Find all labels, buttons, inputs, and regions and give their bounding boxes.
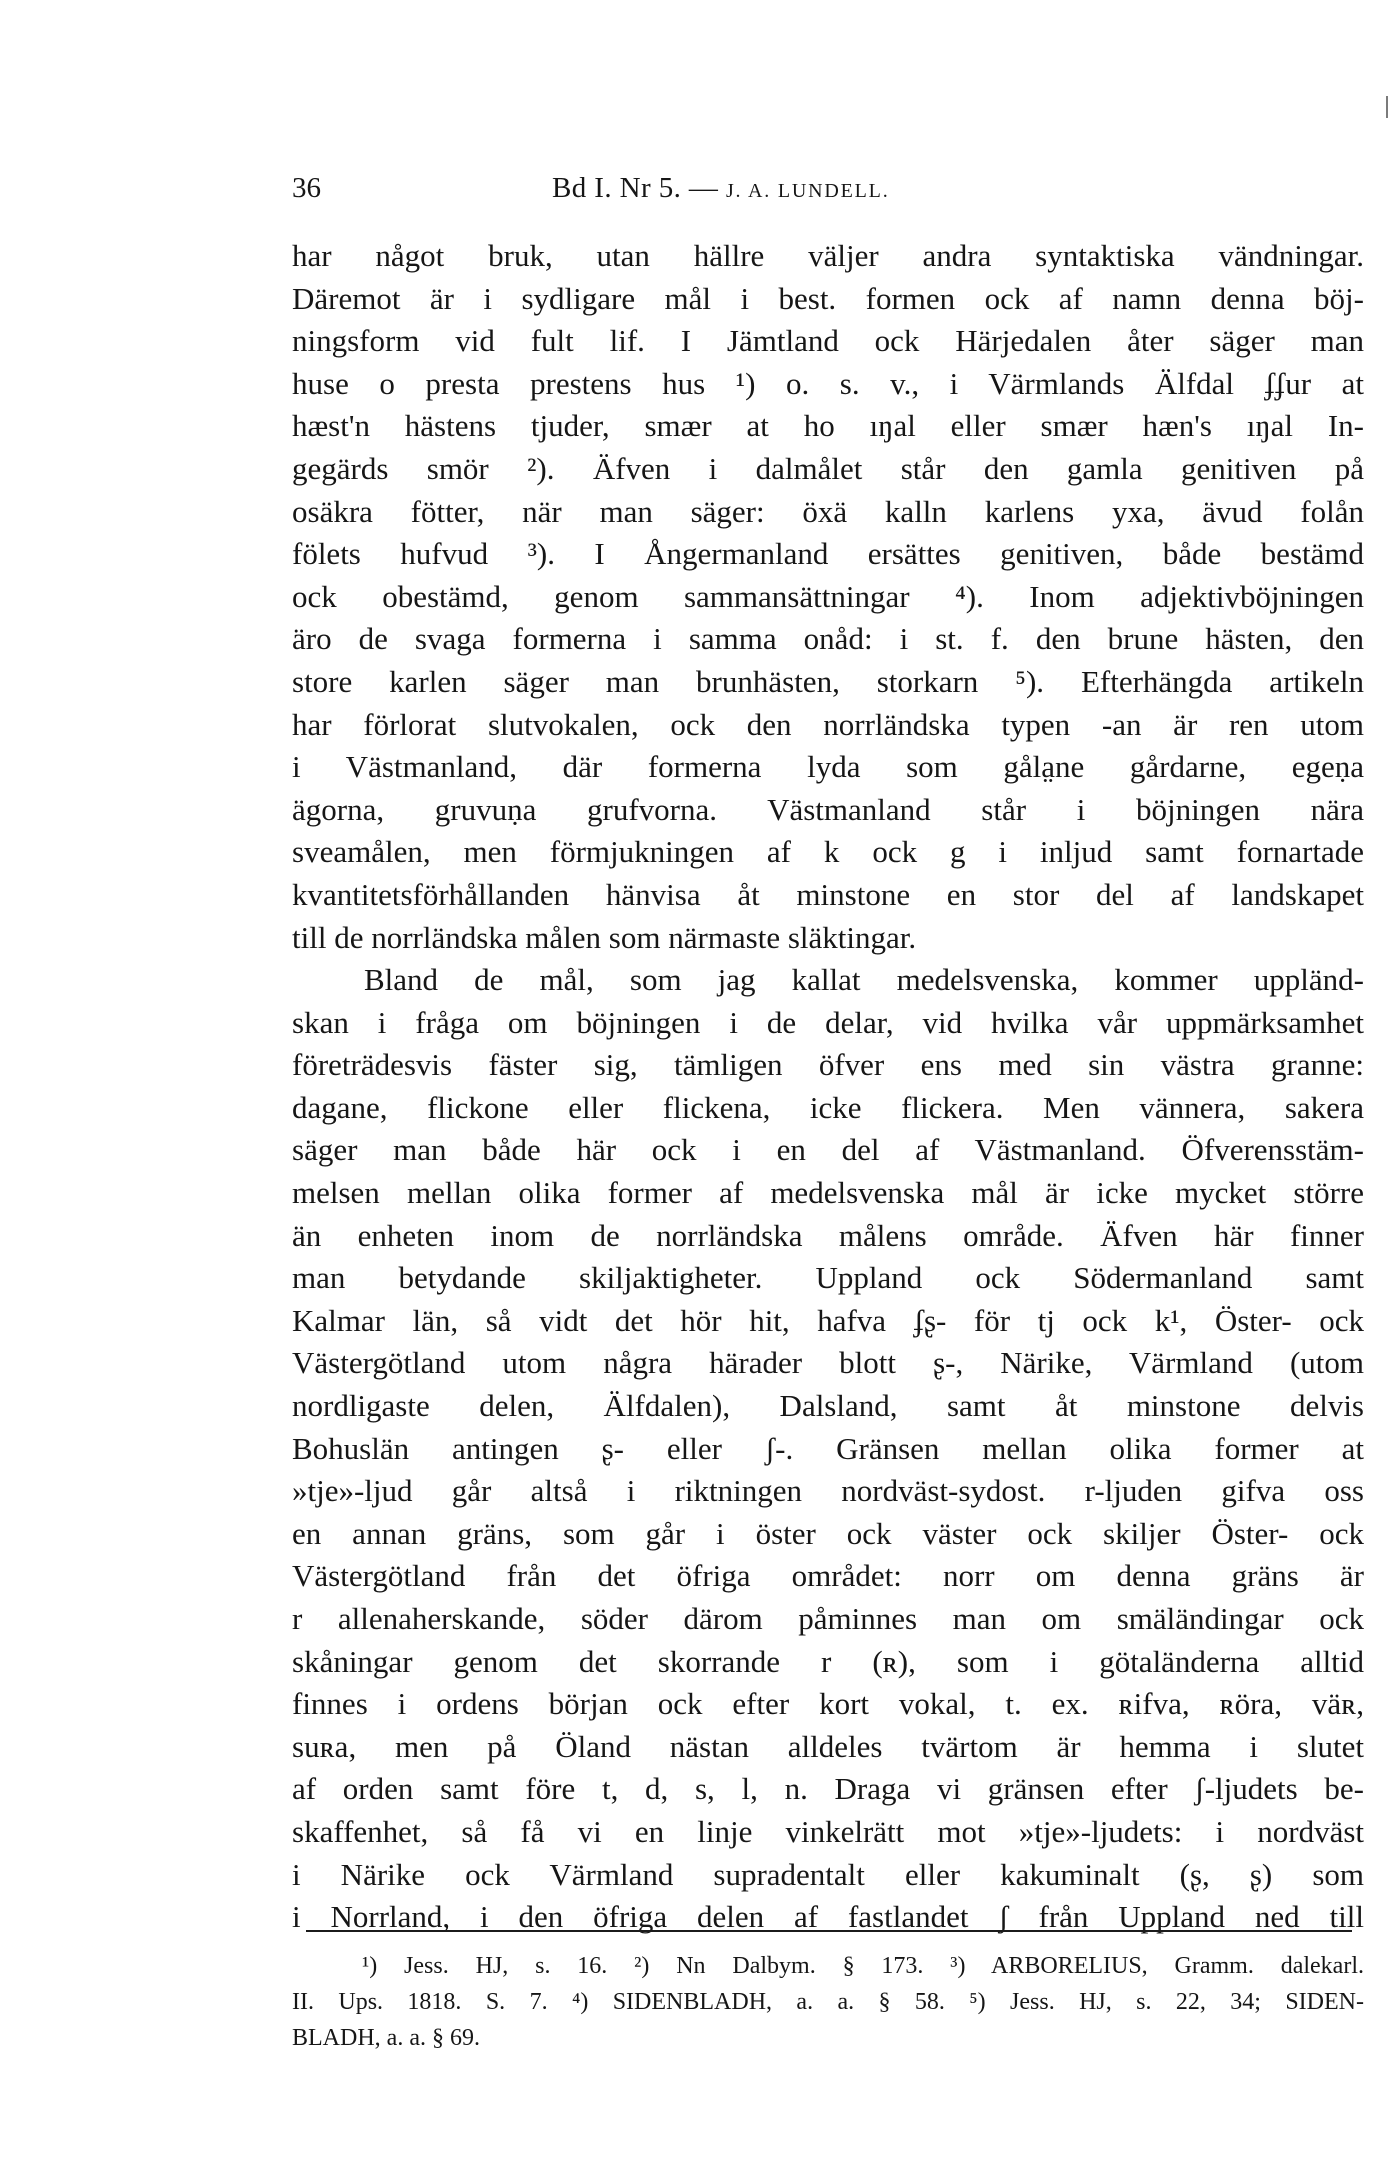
text-line: man betydande skiljaktigheter. Uppland ock Södermanland samt [292,1260,1364,1296]
text-line: har något bruk, utan hällre väljer andra syntaktiska vändningar. [292,238,1364,273]
text-line: store karlen säger man brunhästen, storkarn ⁵). Efterhängda artikeln [292,663,1364,699]
footnote-rule [306,1930,1352,1932]
footnote-line: ¹) Jess. HJ, s. 16. ²) Nn Dalbym. § 173. ³) ARBORELIUS, Gramm. dalekarl. [362,1953,1364,1979]
text-line: säger man både här ock i en del af Västmanland. Öfverensstäm- [292,1132,1364,1168]
page-header [292,168,1364,208]
text-line: Västergötland från det öfriga området: norr om denna gräns är [292,1558,1364,1594]
text-line: af orden samt före t, d, s, l, n. Draga vi gränsen efter ʃ-ljudets be- [292,1771,1364,1807]
footnote-line: BLADH, a. a. § 69. [292,2025,480,2051]
text-line: fölets hufvud ³). I Ångermanland ersättes genitiven, både bestämd [292,536,1364,572]
text-line: »tje»-ljud går altså i riktningen nordväst-sydost. r-ljuden gifva oss [292,1473,1364,1509]
text-line: ock obestämd, genom sammansättningar ⁴). Inom adjektivböjningen [292,578,1364,614]
text-line: än enheten inom de norrländska målens område. Äfven här finner [292,1217,1364,1253]
text-line: i Västmanland, där formerna lyda som gåla̤ne gårdarne, egeṇa [292,749,1364,785]
text-line: skaffenhet, så få vi en linje vinkelrätt mot »tje»-ljudets: i nordväst [292,1813,1364,1849]
text-line: hæst'n hästens tjuder, smær at ho ıŋal eller smær hæn's ıŋal In- [292,408,1364,444]
text-line: huse o presta prestens hus ¹) o. s. v., i Värmlands Älfdal ʄʄur at [292,365,1364,401]
body-text [292,235,1364,1939]
text-line: osäkra fötter, när man säger: öxä kalln karlens yxa, ävud folån [292,493,1364,529]
text-line: skan i fråga om böjningen i de delar, vid hvilka vår uppmärksamhet [292,1004,1364,1040]
text-line: ningsform vid fult lif. I Jämtland ock Härjedalen åter säger man [292,323,1364,359]
text-line: suʀa, men på Öland nästan alldeles tvärtom är hemma i slutet [292,1728,1364,1764]
text-line: r allenaherskande, söder därom påminnes man om smäländingar ock [292,1601,1364,1636]
text-line: gegärds smör ²). Äfven i dalmålet står den gamla genitiven på [292,450,1364,486]
text-line: Bohuslän antingen ʂ- eller ʃ-. Gränsen mellan olika former at [292,1430,1364,1466]
paragraph-start-line: Bland de mål, som jag kallat medelsvenska, kommer uppländ- [364,962,1364,998]
text-line: Kalmar län, så vidt det hör hit, hafva ʄʂ- för tj ock k¹, Öster- ock [292,1302,1364,1338]
text-line: skåningar genom det skorrande r (ʀ), som i götaländerna alltid [292,1643,1364,1679]
text-line: äro de svaga formerna i samma onåd: i st. f. den brune hästen, den [292,621,1364,657]
text-line: kvantitetsförhållanden hänvisa åt minstone en stor del af landskapet [292,876,1364,912]
text-line: nordligaste delen, Älfdalen), Dalsland, samt åt minstone delvis [292,1388,1364,1424]
paragraph-end-line: till de norrländska målen som närmaste släktingar. [292,919,917,955]
text-line: ägorna, gruvuṇa grufvorna. Västmanland står i böjningen nära [292,791,1364,827]
text-line: sveamålen, men förmjukningen af k ock g i inljud samt fornartade [292,834,1364,870]
text-line: Västergötland utom några härader blott ʂ-, Närike, Värmland (utom [292,1345,1364,1381]
text-line: dagane, flickone eller flickena, icke flickera. Men vännera, sakera [292,1089,1364,1125]
volume-issue: Bd I. Nr 5. — [552,172,719,204]
text-line: företrädesvis fäster sig, tämligen öfver ens med sin västra granne: [292,1047,1364,1083]
footnotes [292,1948,1364,2056]
page-number: 36 [292,172,321,204]
running-author: J. A. LUNDELL. [725,180,890,202]
footnote-line: II. Ups. 1818. S. 7. ⁴) SIDENBLADH, a. a. § 58. ⁵) Jess. HJ, s. 22, 34; SIDEN- [292,1989,1364,2015]
text-line: en annan gräns, som går i öster ock väster ock skiljer Öster- ock [292,1515,1364,1551]
text-line: finnes i ordens början ock efter kort vokal, t. ex. ʀifva, ʀöra, väʀ, [292,1686,1364,1722]
text-line: i Närike ock Värmland supradentalt eller kakuminalt (ʂ, ʂ) som [292,1856,1364,1892]
text-line: melsen mellan olika former af medelsvenska mål är icke mycket större [292,1175,1364,1211]
text-line: har förlorat slutvokalen, ock den norrländska typen -an är ren utom [292,706,1364,742]
text-line: Däremot är i sydligare mål i best. formen ock af namn denna böj- [292,280,1364,316]
text-line: i Norrland, i den öfriga delen af fastlandet ʃ från Uppland ned till [292,1899,1364,1935]
scan-edge-mark [1386,96,1388,118]
running-head [552,168,890,211]
